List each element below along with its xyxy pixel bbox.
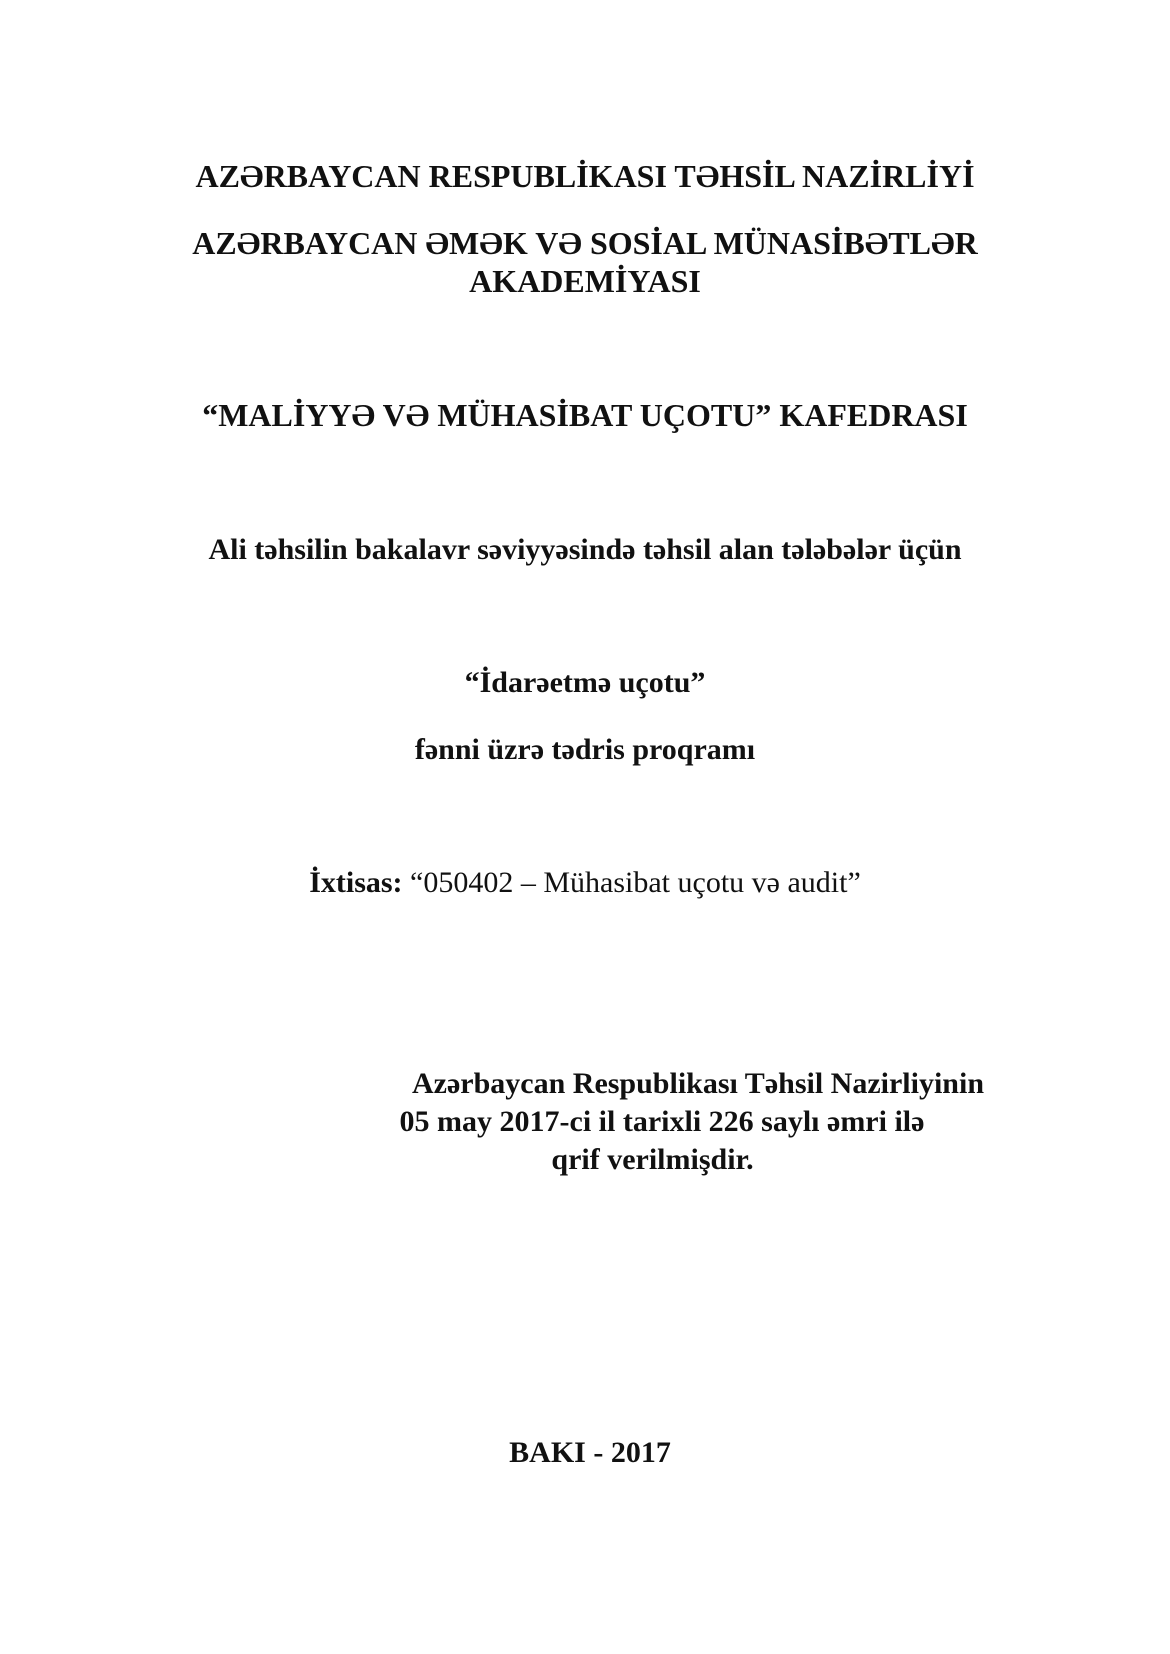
approval-line-3: qrif verilmişdir.	[551, 1143, 754, 1176]
academy-heading-line-2: AKADEMİYASI	[469, 263, 701, 299]
department-heading: “MALİYYƏ VƏ MÜHASİBAT UÇOTU” KAFEDRASI	[202, 397, 968, 433]
specialty-value: “050402 – Mühasibat uçotu və audit”	[402, 866, 861, 899]
course-program-label: fənni üzrə tədris proqramı	[414, 733, 756, 766]
specialty-line	[0, 866, 1170, 901]
approval-line-2: 05 may 2017-ci il tarixli 226 saylı əmri ilə	[399, 1105, 925, 1138]
city-year: BAKI - 2017	[509, 1436, 671, 1469]
approval-line-1: Azərbaycan Respublikası Təhsil Nazirliyinin	[411, 1067, 985, 1100]
audience-line: Ali təhsilin bakalavr səviyyəsində təhsil alan tələbələr üçün	[208, 533, 962, 566]
specialty-label: İxtisas:	[309, 866, 403, 899]
course-subject: “İdarəetmə uçotu”	[464, 666, 706, 699]
academy-heading-line-1: AZƏRBAYCAN ƏMƏK VƏ SOSİAL MÜNASİBƏTLƏR	[192, 225, 978, 261]
ministry-heading: AZƏRBAYCAN RESPUBLİKASI TƏHSİL NAZİRLİYİ	[195, 158, 975, 194]
